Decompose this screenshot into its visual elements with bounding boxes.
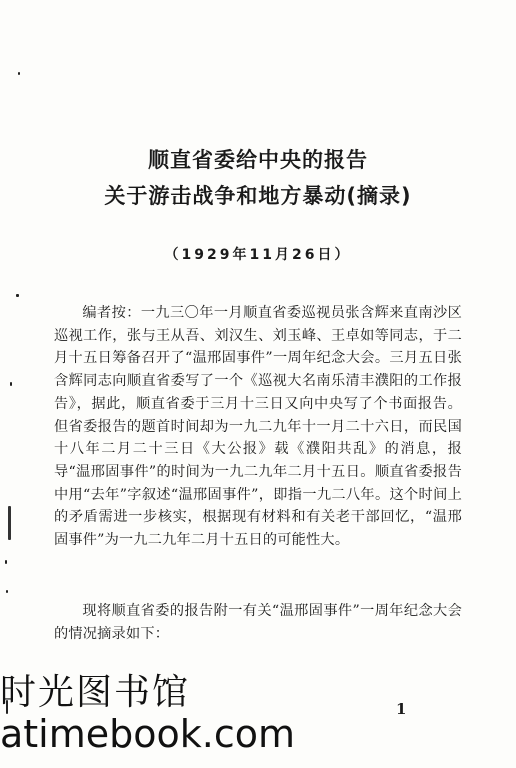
watermark-url: atimebook.com bbox=[0, 712, 296, 756]
scan-speck bbox=[6, 590, 8, 593]
intro-paragraph: 现将顺直省委的报告附一有关“温邢固事件”一周年纪念大会的情况摘录如下： bbox=[54, 603, 462, 642]
scan-speck bbox=[18, 72, 20, 75]
page-number: 1 bbox=[396, 700, 407, 718]
editor-note-paragraph: 编者按：一九三〇年一月顺直省委巡视员张含辉来直南沙区巡视工作，张与王从吾、刘汉生、刘玉峰、王卓如等同志，于二月十五日筹备召开了“温邢固事件”一周年纪念大会。三月五日张含辉同志向顺直省委写了一个《巡视大名南乐清丰濮阳的工作报告》，据此，顺直省委于三月十三日又向中央写了个书面报告。但省委报告的题首时间却为一九二九年十一月二十六日，而民国十八年二月二十三日《大公报》载《濮阳共乱》的消息，报导“温邢固事件”的时间为一九二九年二月十五日。顺直省委报告中用“去年”字叙述“温邢固事件”，即指一九二八年。这个时间上的矛盾需进一步核实，根据现有材料和有关老干部回忆，“温邢固事件”为一九二九年二月十五日的可能性大。 bbox=[54, 305, 462, 549]
watermark-chinese: 时光图书馆 bbox=[0, 672, 191, 713]
document-subtitle: 关于游击战争和地方暴动(摘录) bbox=[104, 184, 412, 208]
scan-speck bbox=[10, 382, 12, 386]
document-title: 顺直省委给中央的报告 bbox=[148, 148, 368, 172]
document-date: （1929年11月26日） bbox=[164, 247, 352, 263]
scan-speck bbox=[5, 560, 7, 564]
scan-speck bbox=[16, 294, 19, 297]
scan-speck bbox=[8, 506, 11, 540]
